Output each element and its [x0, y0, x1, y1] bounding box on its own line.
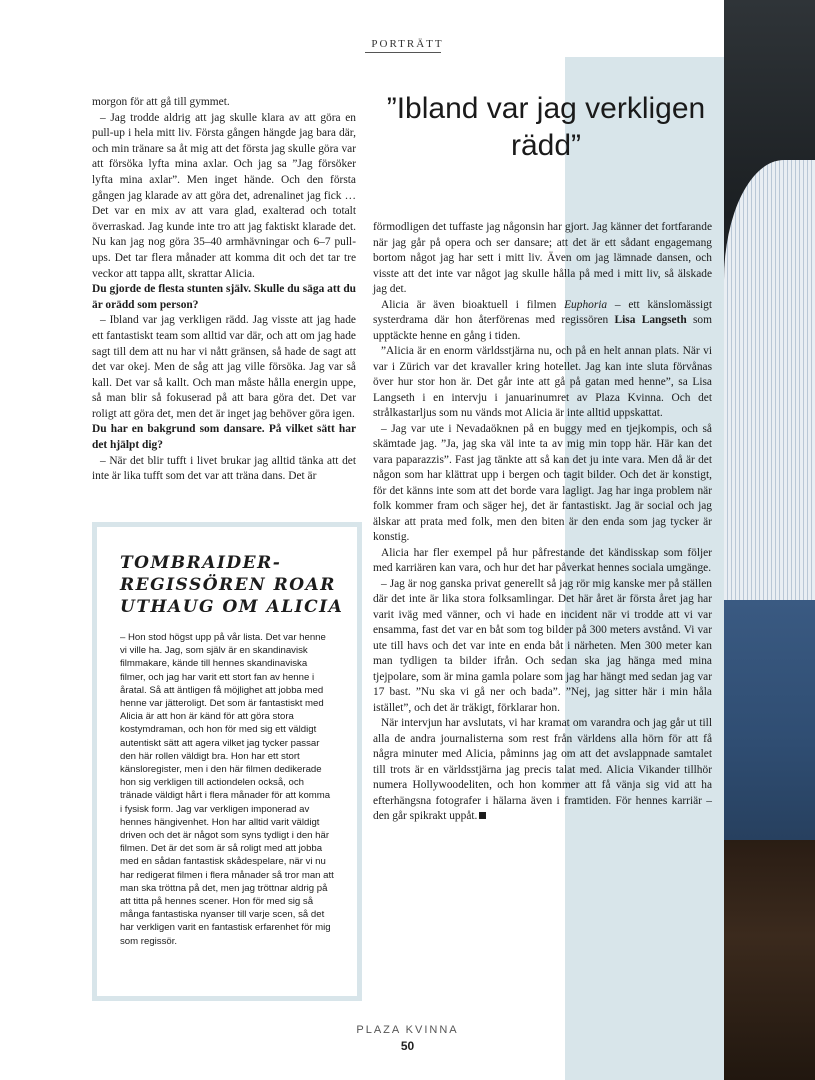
paragraph: förmodligen det tuffaste jag någonsin har gjort. Jag känner det fortfarande när jag går på opera och ser dansare; att det är ett sådant engagemang bortom något jag har sett i mitt liv. Även om jag lämnade dansen, och visste att det inte var något jag skulle hålla på med i mitt liv, så älskade jag det. [373, 221, 712, 295]
sidebar-title: TOMBRAIDER-REGISSÖREN ROAR UTHAUG OM ALICIA [120, 553, 344, 617]
left-column [92, 95, 356, 485]
section-header: PORTRÄTT [371, 38, 444, 50]
footer-brand: PLAZA KVINNA [356, 1024, 459, 1036]
text-run: som upptäckte henne en gång i tiden. [373, 314, 712, 342]
text-run: Alicia är även bioaktuell i filmen [381, 298, 565, 311]
paragraph [373, 716, 712, 825]
paragraph: ”Alicia är en enorm världsstjärna nu, och på en helt annan plats. När vi var i Zürich var det kravaller kring hotellet. Jag kan inte sluta förvånas över hur stor hon är. Det går inte att gå på gatan med henne”, sa Lisa Langseth i en intervju i januarinumret av Plaza Kvinna. Och det strålkastarljus som nu vänds mot Alicia är inte alltid uppskattat. [373, 345, 712, 419]
text-run: När intervjun har avslutats, vi har kramat om varandra och jag går ut till alla de andra journalisterna som rest från världens alla hörn för att få några minuter med Alicia, påminns jag om att det avslappnade samtalet till trots är en världsstjärna jag precis talat med. Alicia Vikander tillhör numera Hollywoodeliten, och hon kommer att få vänja sig vid att ha efterhängsna fotografer i hälarna även i framtiden. För hennes karriär – den går spikrakt uppåt. [373, 717, 712, 822]
end-mark-icon [479, 812, 486, 819]
paragraph: – Jag trodde aldrig att jag skulle klara av att göra en pull-up i hela mitt liv. Första gången hängde jag bara där, och min tränare sa åt mig att det första jag skulle göra var att försöka lyfta mina axlar. Och jag sa ”Jag försöker lyfta mina axlar”. Men inget hände. Och den första gången jag klarade av att göra det, adrenalinet jag fick … Det var en mix av att vara glad, exalterad och totalt överraskad. Jag kunde inte tro att jag faktiskt klarade det. Nu kan jag nog göra 35–40 armhävningar och 6–7 pull-ups. Det tar flera månader att komma dit och det tar tre veckor att tappa allt, skrattar Alicia. [92, 111, 356, 280]
sidebar-body: – Hon stod högst upp på vår lista. Det var henne vi ville ha. Jag, som själv är en skandinavisk filmmakare, kände till hennes skandinaviska filmer, och jag har varit ett stort fan av henne i åratal. Så att äntligen få möjlighet att jobba med henne var jätteroligt. Det som är fantastiskt med Alicia är att hon är känd för att göra stora kostymdraman, och hon för med sig ett väldigt autentiskt sätt att agera vilket jag tycker passar den här rollen väldigt bra. Hon har ett stort känsloregister, men i den här filmen dedikerade hon sig verkligen till actiondelen också, och tränade väldigt hårt i flera månader för att komma i fysisk form. Jag var verkligen imponerad av hennes hängivenhet. Hon har alltid varit väldigt driven och det är något som syns tydligt i den här filmen. Det är det som är så roligt med att jobba med en sådan fantastisk skådespelare, när vi nu har redigerat filmen i flera månader så tror man att man ska tröttna på det, men jag tröttnar aldrig på att titta på hennes scener. Hon för med sig så många fantastiska nyanser till varje scen, så det har verkligen varit en fantastisk erfarenhet för mig som regissör. [120, 632, 334, 947]
header-divider [365, 52, 441, 53]
text-run: – ett känslomässigt systerdrama där hon återförenas med regissören [373, 298, 712, 326]
interview-question: Du har en bakgrund som dansare. På vilket sätt har det hjälpt dig? [92, 423, 356, 452]
photo-striped-shirt [724, 160, 815, 620]
person-name: Lisa Langseth [614, 314, 687, 326]
photo-jeans [724, 600, 815, 840]
paragraph [373, 298, 712, 345]
paragraph: – När det blir tufft i livet brukar jag alltid tänka att det inte är lika tufft som det var att träna dans. Det är [92, 454, 356, 483]
pull-quote: ”Ibland var jag verkligen rädd” [386, 92, 706, 162]
film-title: Euphoria [564, 298, 608, 311]
paragraph: morgon för att gå till gymmet. [92, 96, 230, 108]
paragraph: Alicia har fler exempel på hur påfrestande det kändisskap som följer med karriären kan vara, och hur det har påverkat hennes sociala umgänge. [373, 546, 712, 574]
right-column [373, 220, 712, 825]
page-number: 50 [400, 1039, 415, 1053]
paragraph: – Jag är nog ganska privat generellt så jag rör mig kanske mer på ställen där det inte är lika stora folksamlingar. Det här året är första året jag har varit iväg med vänner, och vi hade en incident när vi trodde att vi var ensamma, fast det var en båt som tog bilder på 300 meters avstånd. Vi var ute till havs och det var inte en enda båt i närheten. Men 300 meter kan man tydligen ta bilder ifrån. Och sedan ska jag hänga med mina tjejpolare, som är mina gamla polare som jag har hängt med sedan jag var 17 bast. ”Nu ska vi gå ner och bada”. ”Nej, jag sitter här i min håla istället”, och det är träkigt, förklarar hon. [373, 577, 712, 714]
sidebar-box [92, 522, 362, 1001]
paragraph: – Ibland var jag verkligen rädd. Jag visste att jag hade ett fantastiskt team som alltid var där, och att om jag hade sagt till dem att nu har vi nått gränsen, så hade de sagt att det var okej. Men de såg att jag ville försöka. Jag var så kall. Det var så kallt. Och man måste hålla energin uppe, så man blir så fokuserad på att bara göra det. Det var roligt att göra det, men det är inget jag behöver göra igen. [92, 314, 356, 420]
interview-question: Du gjorde de flesta stunten själv. Skulle du säga att du är orädd som person? [92, 283, 356, 311]
paragraph: – Jag var ute i Nevadaöknen på en buggy med en tjejkompis, och så skämtade jag. ”Ja, jag ska väl inte ta av mig min topp här. Här kan det vara paparazzis”. Fast jag tänkte att så kan det ju inte vara. Men då är det någon som har klättrat upp i bergen och tagit bilder. Och det är konstigt, för det känns inte som att det borde vara lagligt. Jag har inga problem när folk kommer fram och säger hej, det är fantastiskt. Jag är social och jag älskar att prata med folk, men den biten är den enda som jag tycker är konstig. [373, 422, 712, 543]
